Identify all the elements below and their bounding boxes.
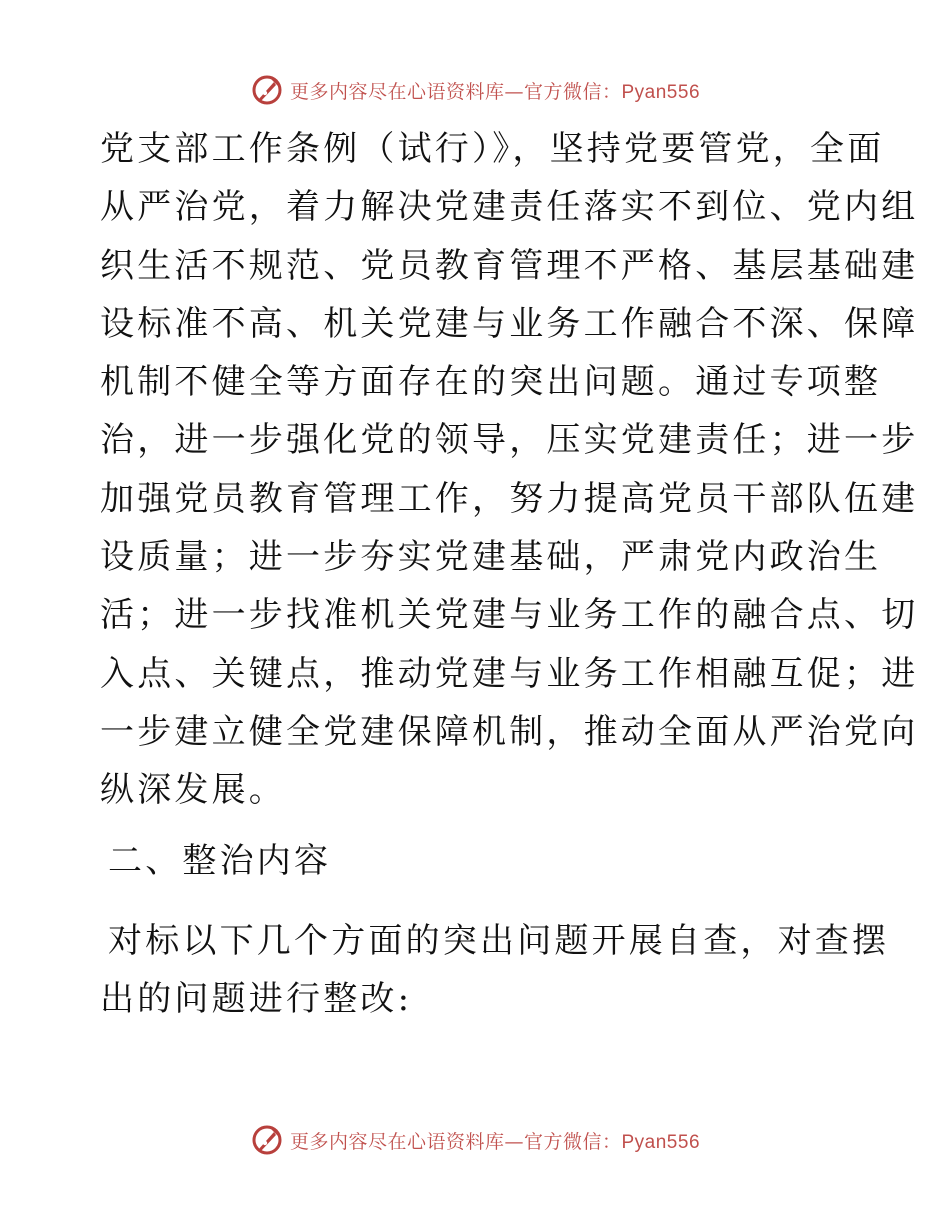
- section-heading: 二、整治内容: [108, 841, 332, 881]
- paragraph-line: 设质量；进一步夯实党建基础，严肃党内政治生: [100, 537, 882, 578]
- paragraph-line: 治，进一步强化党的领导，压实党建责任；进一步: [100, 420, 919, 461]
- header-banner-text: [290, 77, 700, 104]
- footer-banner: [0, 1120, 950, 1160]
- footer-banner-main: 更多内容尽在心语资料库—官方微信：: [289, 1130, 622, 1153]
- paragraph-line: 入点、关键点，推动党建与业务工作相融互促；进: [100, 653, 919, 694]
- paragraph-line: 党支部工作条例（试行）》，坚持党要管党，全面: [100, 129, 885, 169]
- header-banner-wechat: Pyan556: [621, 81, 701, 103]
- paragraph-line: 设标准不高、机关党建与业务工作融合不深、保障: [100, 303, 919, 344]
- footer-banner-text: [290, 1127, 700, 1154]
- paragraph-line: 对标以下几个方面的突出问题开展自查，对查摆: [108, 921, 890, 961]
- header-banner-main: 更多内容尽在心语资料库—官方微信：: [289, 80, 622, 103]
- quill-logo-icon: [250, 1123, 284, 1157]
- footer-banner-wechat: Pyan556: [621, 1131, 701, 1153]
- paragraph-2: [100, 912, 890, 1029]
- paragraph-line: 从严治党，着力解决党建责任落实不到位、党内组: [100, 187, 919, 228]
- paragraph-line: 一步建立健全党建保障机制，推动全面从严治党向: [100, 711, 919, 752]
- header-banner: [0, 70, 950, 110]
- paragraph-1: [100, 120, 919, 820]
- paragraph-line: 出的问题进行整改:: [100, 979, 413, 1020]
- paragraph-line: 机制不健全等方面存在的突出问题。通过专项整: [100, 362, 882, 403]
- paragraph-line: 织生活不规范、党员教育管理不严格、基层基础建: [100, 245, 919, 286]
- paragraph-line: 加强党员教育管理工作，努力提高党员干部队伍建: [100, 478, 919, 519]
- quill-logo-icon: [250, 73, 284, 107]
- paragraph-line: 活；进一步找准机关党建与业务工作的融合点、切: [100, 595, 919, 636]
- paragraph-line: 纵深发展。: [100, 770, 286, 811]
